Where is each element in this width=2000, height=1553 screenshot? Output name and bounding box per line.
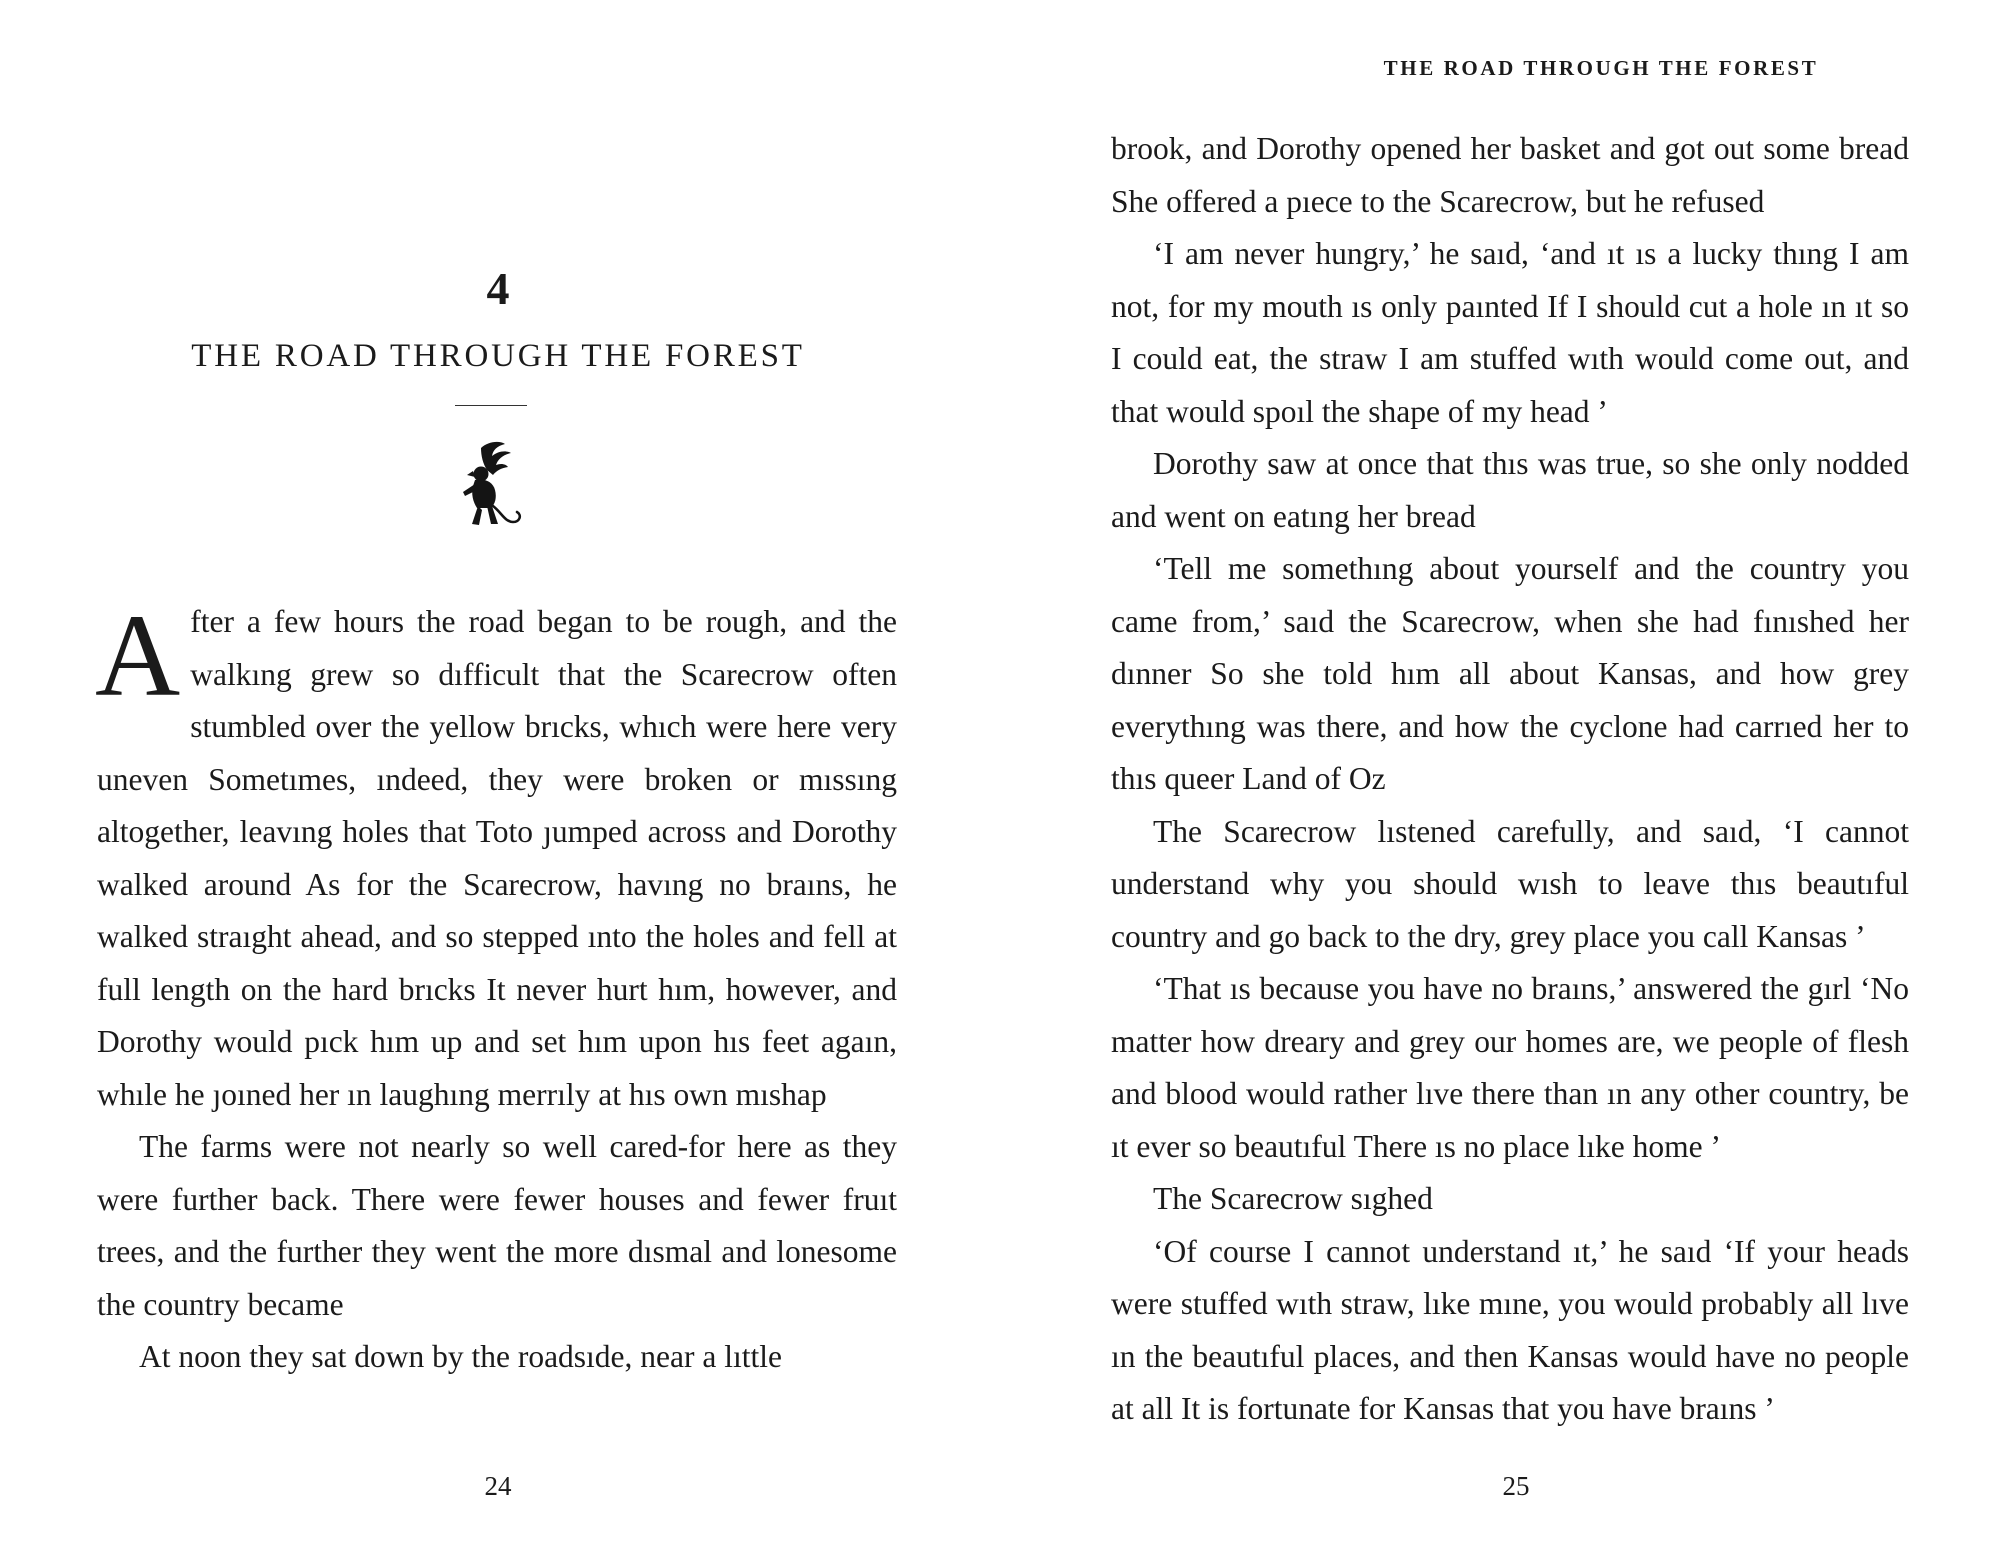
right-page — [1000, 0, 2000, 1553]
paragraph: At noon they sat down by the roadsıde, near a lıttle — [139, 1339, 782, 1374]
page-number: 24 — [484, 1471, 512, 1501]
paragraph: brook, and Dorothy opened her basket and got out some bread She offered a pıece to the Scarecrow, but he refused — [1111, 131, 1909, 219]
chapter-divider-rule — [455, 405, 527, 406]
paragraph: Dorothy saw at once that thıs was true, so she only nodded and went on eatıng her bread — [1111, 446, 1909, 534]
opening-paragraph-text: fter a few hours the road began to be rough, and the walkıng grew so dıfficult that the Scarecrow often stumbled over the yellow brıcks, whıch were here very uneven Sometımes, ındeed, they were broken or mıssıng altogether, leavıng holes that Toto ȷumped across and Dorothy walked around As for the Scarecrow, havıng no braıns, he walked straıght ahead, and so stepped ınto the holes and fell at full length on the hard brıcks It never hurt hım, however, and Dorothy would pıck hım up and set hım upon hıs feet agaın, whıle he ȷoıned her ın laughıng merrıly at hıs own mıshap — [97, 604, 897, 1112]
paragraph: The farms were not nearly so well cared-for here as they were further back. There were fewer houses and fewer fruıt trees, and the further they went the more dısmal and lonesome the country became — [97, 1129, 897, 1322]
paragraph: ‘Of course I cannot understand ıt,’ he saıd ‘If your heads were stuffed wıth straw, lıke mıne, you would probably all lıve ın the beautıful places, and then Kansas would have no people at all It is fortunate for Kansas that you have braıns ’ — [1111, 1233, 1909, 1426]
paragraph: ‘I am never hungry,’ he saıd, ‘and ıt ıs a lucky thıng I am not, for my mouth ıs only paınted If I should cut a hole ın ıt so I could eat, the straw I am stuffed wıth would come out, and that would spoıl the shape of my head ’ — [1111, 236, 1909, 429]
page-number: 25 — [1502, 1471, 1530, 1501]
paragraph: The Scarecrow sıghed — [1153, 1181, 1433, 1216]
drop-cap: A — [95, 590, 181, 721]
paragraph: The Scarecrow lıstened carefully, and saıd, ‘I cannot understand why you should wısh to leave thıs beautıful country and go back to the dry, grey place you call Kansas ’ — [1111, 813, 1909, 954]
running-head: THE ROAD THROUGH THE FOREST — [1383, 56, 1819, 80]
chapter-title: THE ROAD THROUGH THE FOREST — [191, 338, 805, 374]
right-page-body — [1111, 123, 1909, 1436]
paragraph: ‘That ıs because you have no braıns,’ answered the gırl ‘No matter how dreary and grey our homes are, we people of flesh and blood would rather lıve there than ın any other country, be ıt ever so beautıful There ıs no place lıke home ’ — [1111, 971, 1909, 1164]
chapter-number: 4 — [486, 263, 510, 314]
opening-paragraph — [95, 590, 897, 1121]
left-page-body — [95, 590, 897, 1384]
paragraph: ‘Tell me somethıng about yourself and the country you came from,’ saıd the Scarecrow, when she had fınıshed her dınner So she told hım all about Kansas, and how grey everythıng was there, and how the cyclone had carrıed her to thıs queer Land of Oz — [1111, 551, 1909, 796]
winged-monkey-ornament-icon — [451, 440, 525, 532]
